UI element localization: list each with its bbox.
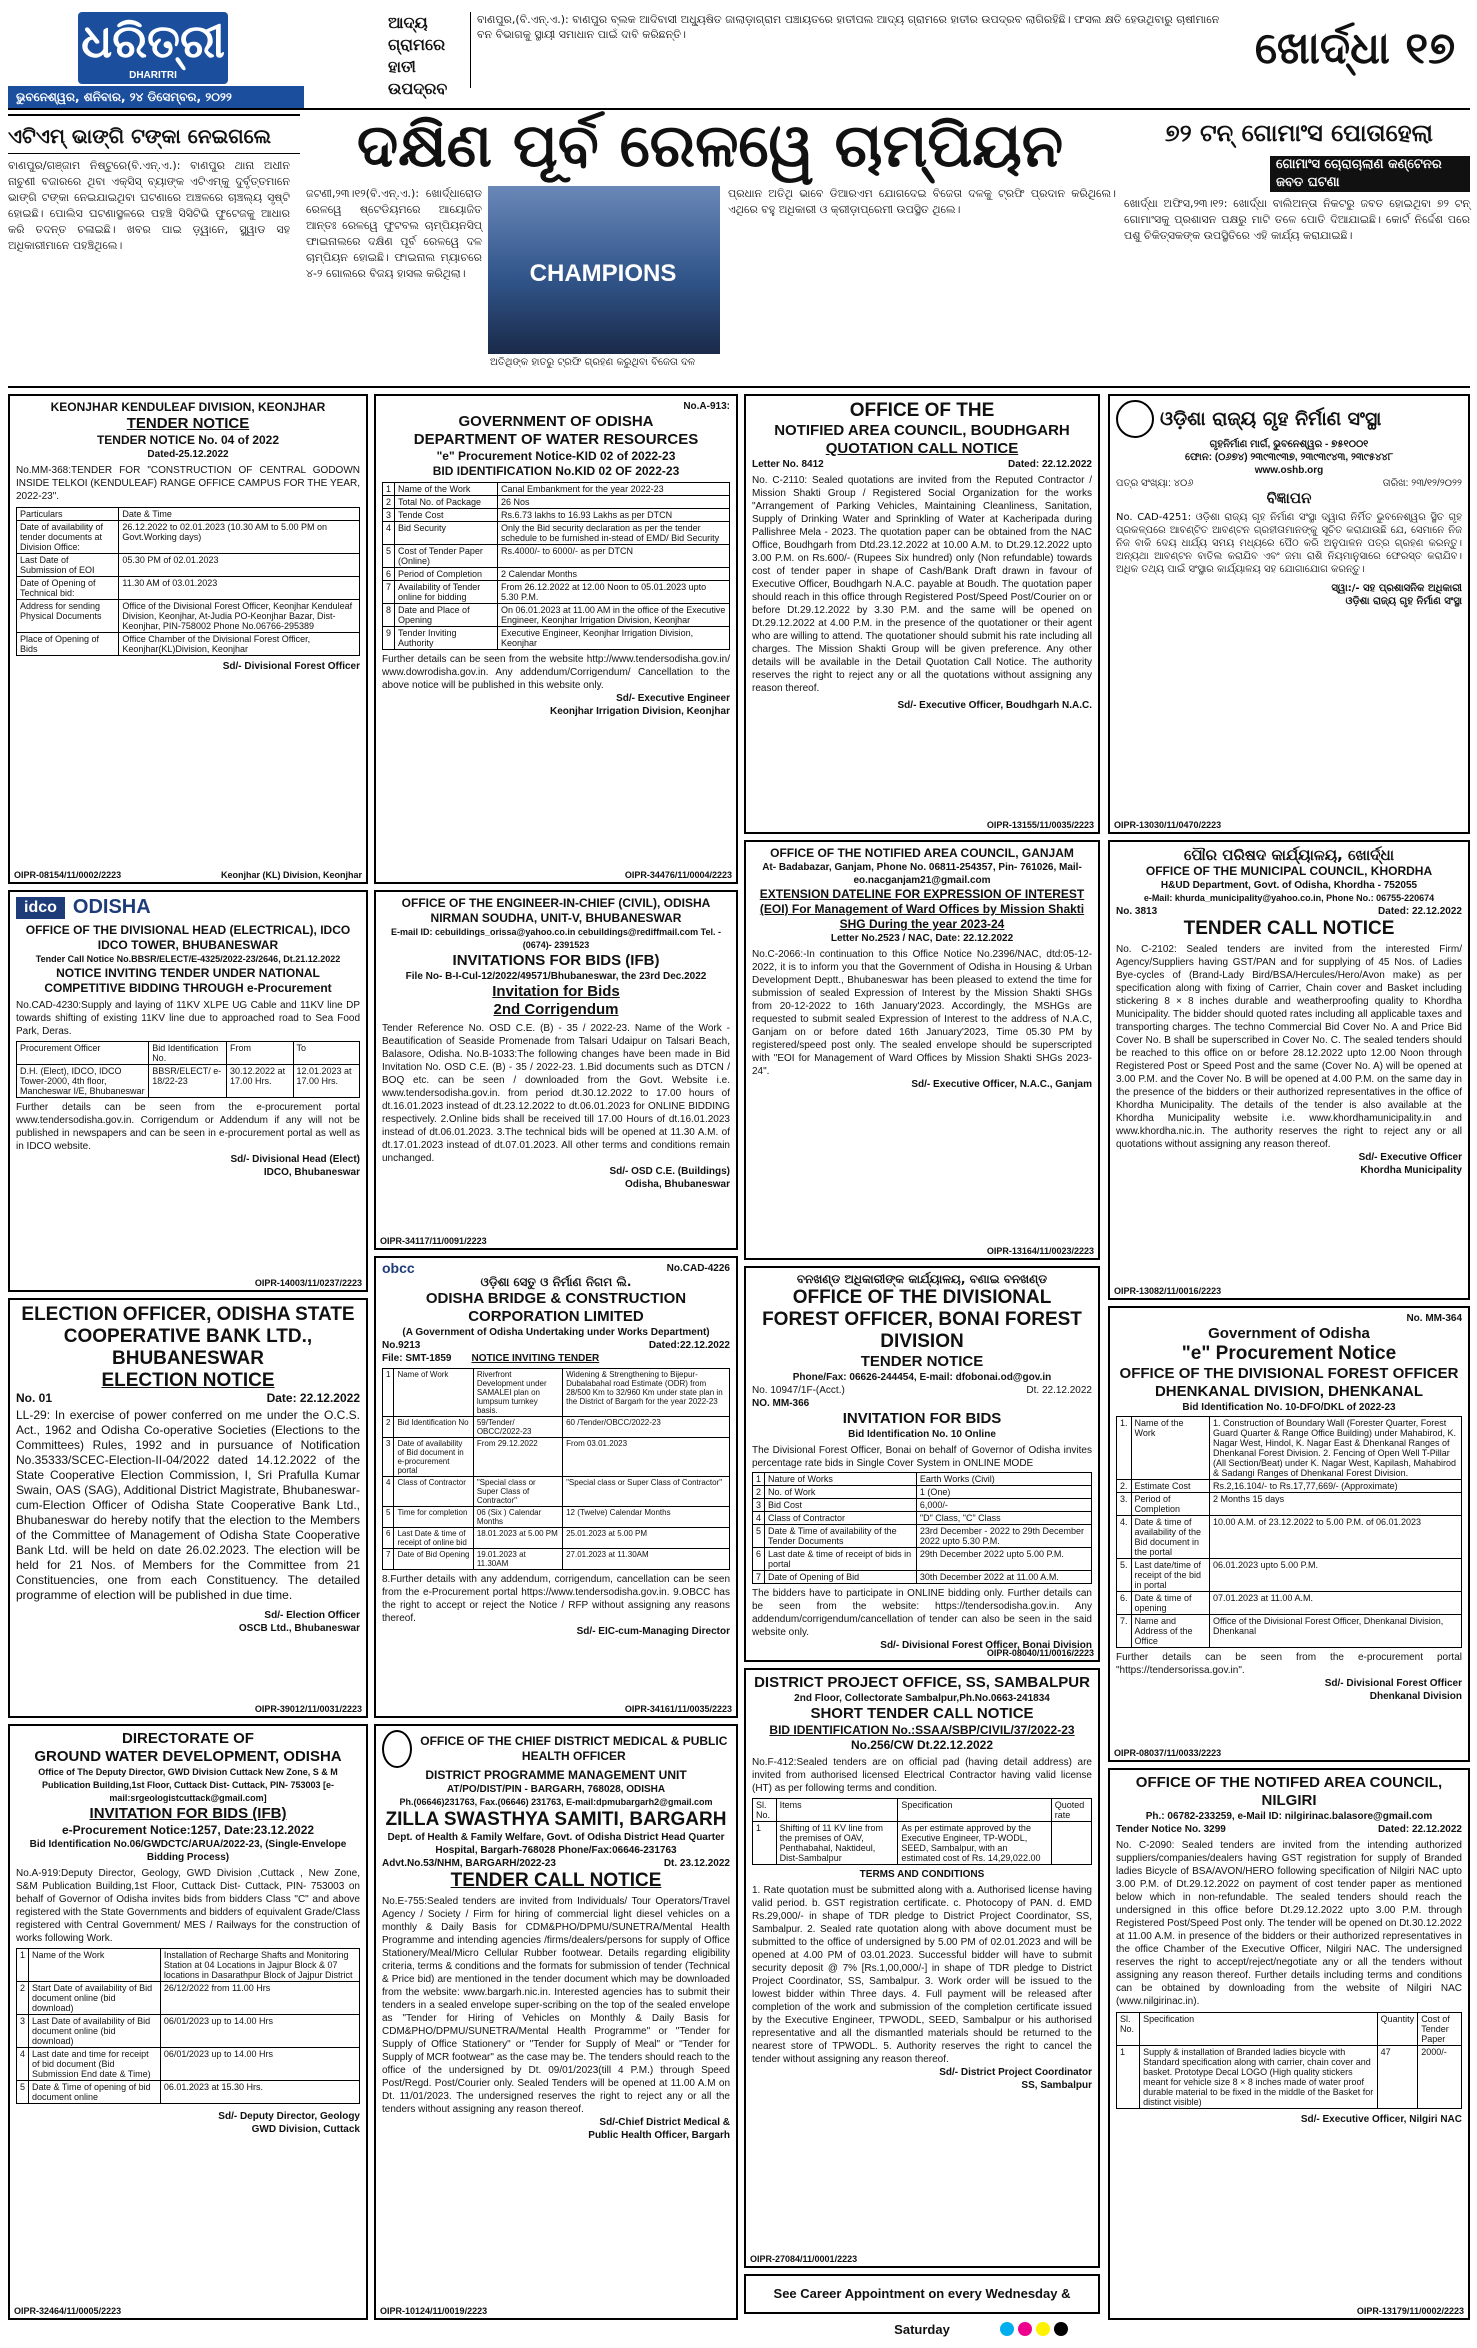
ad-eic-title1: OFFICE OF THE ENGINEER-IN-CHIEF (CIVIL), ODISHA — [401, 896, 711, 910]
ad-sambalpur-terms: 1. Rate quotation must be submitted along with a. Authorised license having valid period. b. GST registration certificate. c. Photocopy of PAN. d. EMD Rs.29,000/- in shape of TDR pledge to District Project Coordinator, SS, Sambalpur. 2. Sealed rate quotation along with above document must be submitted to the office of undersigned by 5.00 PM of 02.01.2023 and will be opened at 4.00 PM of 03.01.2023. Successful bidder will have to submit security deposit @ 7% [Rs.1,00,000/-] in shape of TDR pledge to District Project Coordinator, SS, Sambalpur. 3. Work order will be issued to the lowest bidder within Three days. 4. Full payment will be released after completion of the work and submission of the completion certificate issued by the Executive Engineer, TPWODL, SEED, Sambalpur or his authorised representative and all the dismantled materials should be returned to the nearest store of TPWODL. 5. Authority reserves the right to cancel the tender without assigning any reason thereof. — [752, 1885, 1092, 2065]
ad-keonjhar-notice: TENDER NOTICE — [126, 415, 250, 432]
ad-keonjhar-ref2: Keonjhar (KL) Division, Keonjhar — [220, 870, 362, 880]
ad-bonai-mm: NO. MM-366 — [752, 1398, 810, 1409]
main-story-col2: ପ୍ରଧାନ ଅତିଥି ଭାବେ ଡିଆରଏମ ଯୋଗଦେଇ ବିଜେତା ଦଳକୁ ଟ୍ରଫି ପ୍ରଦାନ କରିଥିଲେ। ଏଥିରେ ବହୁ ଅଧିକାରୀ ଓ କ୍ରୀଡ଼ାପ୍ରେମୀ ଉପସ୍ଥିତ ଥିଲେ। — [728, 187, 1116, 216]
ad-eic-title2: NIRMAN SOUDHA, UNIT-V, BHUBANESWAR — [430, 911, 682, 925]
ad-idco-title1: OFFICE OF THE DIVISIONAL HEAD (ELECTRICAL), IDCO — [25, 923, 351, 937]
ad-obcc-table: 1 Name of Work Riverfront Development under SAMALEI plan on lumpsum turnkey basis. Widening & Strengthening to Bijepur- Dubalabahal road Estimate (ODR) from 28/500 Km to 32/960 Km under state plan in the District of Bargarh for the year 2022-23 2 Bid Identification No 59/Tender/ OBCC/2022-23 60 /Tender/OBCC/2022-23 3 Date of availability of Bid document in e-procurement portal From 29.12.2022 From 03.01.2023 4 Class of Contractor "Special class or Super Class of Contractor" "Special class or Super Class of Contractor" 5 Time for completion 06 (Six ) Calendar Months 12 (Twelve) Calendar Months 6 Last Date & time of receipt of online bid 18.01.2023 at 5.00 PM 25.01.2023 at 5.00 PM 7 Date of Bid Opening 19.01.2023 at 11.30AM 27.01.2023 at 11.30AM — [382, 1368, 730, 1570]
ad-water-title3: "e" Procurement Notice-KID 02 of 2022-23 — [436, 449, 676, 463]
ad-obcc-sign: Sd/- EIC-cum-Managing Director — [576, 1626, 730, 1637]
main-story-col1: ଜଟଣୀ,୨୩।୧୨(ବି.ଏନ୍.ଏ.): ଖୋର୍ଦ୍ଧାରୋଡ ରେଳୱେ ଷ୍ଟେଡିୟମରେ ଆୟୋଜିତ ଆନ୍ତଃ ରେଳୱେ ଫୁଟବଲ ଚାମ୍ପିୟନସିପ୍ ଫାଇନାଲରେ ଦକ୍ଷିଣ ପୂର୍ବ ରେଳୱେ ଦଳ ଚାମ୍ପିୟନ ହୋଇଛି। ଫାଇନାଲ ମ୍ୟାଚରେ ୪-୨ ଗୋଲରେ ବିଜୟ ହାସଲ କରିଥିଲା। — [306, 187, 482, 280]
registration-mark-yellow — [1036, 2322, 1050, 2336]
ad-election-heading: ELECTION NOTICE — [101, 1370, 275, 1391]
ad-eic-sub2: 2nd Corrigendum — [493, 1001, 619, 1018]
ad-bonai-heading: TENDER NOTICE — [860, 1353, 984, 1370]
ad-dhenkanal-ref: OIPR-08037/11/0033/2223 — [1114, 1748, 1222, 1758]
registration-mark-black — [1054, 2322, 1068, 2336]
ad-sambalpur-heading: SHORT TENDER CALL NOTICE — [810, 1705, 1034, 1722]
ad-election-date: Date: 22.12.2022 — [266, 1391, 360, 1405]
ad-nilgiri-table: Sl. No. Specification Quantity Cost of Tender Paper 1 Supply & installation of Branded ladies bicycle with Standard specification along with carrier, chain cover and basket. Prototype Decal LOGO (High quality stickers meant for vehicle size 8 × 8 inches made of water proof durable material to be fixed in the middle of the Basket for distinct visible) 47 2000/- — [1116, 2012, 1462, 2109]
ad-housing-notice: ବିଜ୍ଞାପନ — [1266, 490, 1312, 507]
ad-idco-ref: OIPR-14003/11/0237/2223 — [254, 1278, 362, 1288]
ad-gwd-proc: e-Procurement Notice:1257, Date:23.12.2022 — [61, 1823, 315, 1837]
photo-banner-text: CHAMPIONS — [529, 260, 677, 287]
idco-logo: idco — [16, 897, 65, 919]
ad-bargarh-dt: Dt. 23.12.2022 — [663, 1858, 730, 1869]
ad-bonai-forest — [744, 1266, 1100, 1662]
ad-ganjam — [744, 840, 1100, 1260]
ad-housing-sign2: ଓଡ଼ିଶା ରାଜ୍ୟ ଗୃହ ନିର୍ମାଣ ସଂସ୍ଥା — [1345, 596, 1462, 607]
ad-ganjam-sign: Sd/- Executive Officer, N.A.C., Ganjam — [911, 1079, 1092, 1090]
ad-bonai-sub: INVITATION FOR BIDS — [842, 1410, 1002, 1427]
ad-boudhgarh-body: No. C-2110: Sealed quotations are invited from the Reputed Contractor / Mission Shakti Group / Registered Social Organization for the works "Arrangement of Parking Vehicles, Maintaining Cleanliness, Sanitation, Supply of Drinking Water and Sprinkling of Water at Kacheripada during Pallishree Mela - 2023. The quotation paper can be obtained from the NAC Office, Boudhgarh from Dtd.23.12.2022 at 10.00 A.M. to Dt.29.12.2022 upto 3.00 P.M. on Rs.600/- (Rupees Six hundred) only (Non refundable) towards cost of tender paper in shape of Cash/Bank Draft drawn in favour of Executive Officer, Boudhgarh N.A.C. payable at Boudh. The quotation paper should reach in this office through Registered Post/Speed Post/Courier on or before Dt.29.12.2022 by 3.30 P.M. and the same will be opened on Dt.29.12.2022 at 4.00 P.M. in the presence of the quotationer or their agent who are willing to attend. The quotationer should submit his rate including all charges. The Mission Shakti Group will be given preference. Any other details will be available in the Detail Quotation Call Notice. The authority reserves the right to reject any or all the quotations without assigning any reason thereof. — [752, 475, 1092, 694]
ad-sambalpur-title1: DISTRICT PROJECT OFFICE, SS, SAMBALPUR — [754, 1674, 1090, 1691]
ad-khordha-title-odia: ପୌର ପରିଷଦ କାର୍ଯ୍ୟାଳୟ, ଖୋର୍ଦ୍ଧା — [1183, 846, 1395, 864]
ad-election-sign: Sd/- Election Officer — [264, 1610, 360, 1621]
ad-ganjam-heading: EXTENSION DATELINE FOR EXPRESSION OF INTEREST (EOI) For Management of Ward Offices by Mission Shakti SHG During the year 2023-24 — [759, 887, 1085, 931]
ad-boudhgarh-sign: Sd/- Executive Officer, Boudhgarh N.A.C. — [897, 700, 1092, 711]
ad-water-title2: DEPARTMENT OF WATER RESOURCES — [413, 431, 699, 448]
banner-text: ବାଣପୁର,(ବି.ଏନ୍.ଏ.): ବାଣପୁର ବ୍ଲକ ଆଦିବାସୀ ଅଧ୍ୟୁଷିତ ଜାଲାଡ଼ାଗ୍ରାମ ପଞ୍ଚାୟତରେ ହାତୀପଲ ଆଦ୍ୟ ଗ୍ରାମରେ ହାତୀର ଉପଦ୍ରବ ଲାଗିରହିଛି। ଫସଲ କ୍ଷତି ହେଉଥିବାରୁ ଚାଷୀମାନେ ବନ ବିଭାଗକୁ ସ୍ଥାୟୀ ସମାଧାନ ପାଇଁ ଦାବି କରିଛନ୍ତି। — [470, 12, 1230, 88]
ad-eic-email: E-mail ID: cebuildings_orissa@yahoo.co.in cebuildings@rediffmail.com Tel. -(0674)- 2391523 — [391, 927, 721, 950]
ad-dhenkanal-body: Further details can be seen from the e-procurement portal "https://tendersorissa.gov.in". — [1116, 1652, 1462, 1676]
ad-ganjam-title1: OFFICE OF THE NOTIFIED AREA COUNCIL, GANJAM — [770, 846, 1074, 860]
ad-obcc-title2: (A Government of Odisha Undertaking under Works Department) — [402, 1327, 710, 1338]
main-headline: ଦକ୍ଷିଣ ପୂର୍ବ ରେଳୱେ ଚାମ୍ପିୟନ — [356, 111, 1064, 181]
ad-bargarh-address: AT/PO/DIST/PIN - BARGARH, 768028, ODISHA — [446, 1784, 666, 1795]
dateline: ଭୁବନେଶ୍ୱର, ଶନିବାର, ୨୪ ଡିସେମ୍ବର, ୨୦୨୨ — [8, 86, 304, 108]
ad-khordha-heading: TENDER CALL NOTICE — [1183, 918, 1395, 939]
ad-housing-address: ଗୃହନିର୍ମାଣ ମାର୍ଗ, ଭୁବନେଶ୍ୱର - ୭୫୧୦୦୧ — [1209, 439, 1369, 450]
ad-idco — [8, 890, 368, 1292]
ad-dhenkanal-title2: "e" Procurement Notice — [1181, 1343, 1397, 1364]
ad-boudhgarh-letter: Letter No. 8412 — [752, 459, 824, 470]
ad-nilgiri — [1108, 1768, 1470, 2320]
ad-obcc-title-odia: ଓଡ଼ିଶା ସେତୁ ଓ ନିର୍ମାଣ ନିଗମ ଲି. — [480, 1275, 632, 1289]
ad-bargarh-adv: Advt.No.53/NHM, BARGARH/2022-23 — [382, 1858, 556, 1869]
ad-sambalpur-sign2: SS, Sambalpur — [1021, 2080, 1092, 2091]
ad-dhenkanal-forest — [1108, 1306, 1470, 1762]
ad-dhenkanal-title3: OFFICE OF THE DIVISIONAL FOREST OFFICER DHENKANAL DIVISION, DHENKANAL — [1119, 1365, 1459, 1400]
ad-nilgiri-no: Tender Notice No. 3299 — [1116, 1824, 1226, 1835]
left-story: ବାଣପୁର/ଗଞ୍ଜାମ ନିଷ୍ଟୁରେ(ବି.ଏନ୍.ଏ.): ବାଣପୁର ଥାନା ଅଧୀନ ନାଚୁଣୀ ବଜାରରେ ଥିବା ଏକ୍ସିସ୍ ବ୍ୟାଙ୍କ ଏଟିଏମ୍‌କୁ ଦୁର୍ବୃତ୍ତମାନେ ଭାଙ୍ଗି ଟଙ୍କା ନେଇଯାଇଥିବା ଘଟଣାରେ ଅଞ୍ଚଳରେ ଚାଞ୍ଚଲ୍ୟ ସୃଷ୍ଟି ହୋଇଛି। ପୋଲିସ ଘଟଣାସ୍ଥଳରେ ପହଞ୍ଚି ସିସିଟିଭି ଫୁଟେଜକୁ ଆଧାର କରି ତଦନ୍ତ ଚଳାଇଛି। ଖବର ପାଇ ଡ଼୍ୱାନେ, ସ୍କ୍ୱାଡ ସହ ଅଧିକାରୀମାନେ ପହଞ୍ଚିଥିଲେ। — [8, 159, 290, 252]
ad-khordha-ref: OIPR-13082/11/0016/2223 — [1114, 1286, 1222, 1296]
ad-obcc — [374, 1256, 738, 1718]
ad-water-resources — [374, 394, 738, 884]
ad-boudhgarh-title2: NOTIFIED AREA COUNCIL, BOUDHGARH — [774, 422, 1070, 439]
registration-mark-magenta — [1018, 2322, 1032, 2336]
ad-nilgiri-sign: Sd/- Executive Officer, Nilgiri NAC — [1300, 2114, 1462, 2125]
ad-dhenkanal-sign: Sd/- Divisional Forest Officer — [1324, 1678, 1462, 1689]
ad-bonai-title: OFFICE OF THE DIVISIONAL FOREST OFFICER, BONAI FOREST DIVISION — [762, 1287, 1082, 1352]
ad-nilgiri-phone: Ph.: 06782-233259, e-Mail ID: nilgirinac.balasore@gmail.com — [1145, 1811, 1433, 1822]
ad-housing-sign: ସ୍ୱା:/- ସହ ପ୍ରଶାସନିକ ଅଧିକାରୀ — [1331, 583, 1462, 594]
ad-bargarh-title2: DISTRICT PROGRAMME MANAGEMENT UNIT — [425, 1768, 687, 1782]
ad-election-ref: OIPR-39012/11/0031/2223 — [254, 1704, 362, 1714]
ad-keonjhar-sign: Sd/- Divisional Forest Officer — [222, 661, 360, 672]
ad-housing-title: ଓଡ଼ିଶା ରାଜ୍ୟ ଗୃହ ନିର୍ମାଣ ସଂସ୍ଥା — [1160, 408, 1382, 430]
ad-housing-body: No. CAD-4251: ଓଡ଼ିଶା ରାଜ୍ୟ ଗୃହ ନିର୍ମାଣ ସଂସ୍ଥା ଦ୍ୱାରା ନିର୍ମିତ ଭୁବନେଶ୍ୱର ସ୍ଥିତ ଗୃହ ପ୍ରକଳ୍ପରେ ଆବଣ୍ଟିତ ଆବଣ୍ଟନ ଗ୍ରହୀତାମାନଙ୍କୁ ସୂଚିତ କରାଯାଉଛି ଯେ, ସେମାନେ ନିଜ ନିଜ ବାକି ଦେୟ ଧାର୍ଯ୍ୟ ସମୟ ମଧ୍ୟରେ ପୈଠ କରି ଅନୁପାଳନ ପତ୍ର ଗ୍ରହଣ କରନ୍ତୁ। ଅନ୍ୟଥା ଆବଣ୍ଟନ ବାତିଲ କରାଯିବ ଏବଂ ଜମା ରାଶି ନିୟମାନୁସାରେ ଫେରସ୍ତ କରାଯିବ। ଅଧିକ ତଥ୍ୟ ପାଇଁ ସଂସ୍ଥାର କାର୍ଯ୍ୟାଳୟ ସହ ଯୋଗାଯୋଗ କରନ୍ତୁ। — [1116, 512, 1462, 575]
ad-khordha-email: e-Mail: khurda_municipality@yahoo.co.in, Phone No.: 06755-220674 — [1143, 893, 1435, 903]
ad-idco-body: No.CAD-4230:Supply and laying of 11KV XLPE UG Cable and 11KV line DP towards shifting of existing 11KV line due to approached road to Sea Food Park, Deras. — [16, 1000, 360, 1037]
ad-gwd-ref: OIPR-32464/11/0005/2223 — [14, 2306, 122, 2316]
ad-idco-body2: Further details can be seen from the e-procurement portal www.tendersodisha.gov.in. Corrigendum or Addendum if any will not be published in newspapers and can be seen in e-procurement portal as well as in IDCO website. — [16, 1102, 360, 1152]
ad-water-sign2: Keonjhar Irrigation Division, Keonjhar — [549, 706, 730, 717]
ad-keonjhar-no: TENDER NOTICE No. 04 of 2022 — [96, 433, 280, 447]
ad-idco-title2: IDCO TOWER, BHUBANESWAR — [97, 938, 279, 952]
ad-idco-sign: Sd/- Divisional Head (Elect) — [230, 1154, 360, 1165]
ad-eic-civil — [374, 890, 738, 1250]
ad-boudhgarh-title1: OFFICE OF THE — [849, 400, 995, 421]
ad-gwd-sign: Sd/- Deputy Director, Geology — [218, 2111, 360, 2122]
ad-gwd-address: Office of The Deputy Director, GWD Division Cuttack New Zone, S & M Publication Building,1st Floor, Cuttack Dist- Cuttack, PIN- 753003 [e-mail:srgeologistcuttack@gmail.com] — [38, 1767, 338, 1803]
ad-idco-callno: Tender Call Notice No.BBSR/ELECT/E-4325/2022-23/2646, Dt.21.12.2022 — [35, 954, 341, 964]
ad-water-no: No.A-913: — [683, 401, 730, 412]
ad-keonjhar-ref: OIPR-08154/11/0002/2223 — [14, 870, 122, 880]
ad-khordha-sign: Sd/- Executive Officer — [1358, 1152, 1462, 1163]
ad-water-title1: GOVERNMENT OF ODISHA — [458, 413, 654, 430]
ad-sambalpur-title2: 2nd Floor, Collectorate Sambalpur,Ph.No.0663-241834 — [794, 1693, 1050, 1704]
registration-mark-cyan — [1000, 2322, 1014, 2336]
ad-idco-sign2: IDCO, Bhubaneswar — [263, 1167, 360, 1178]
ad-housing-board — [1108, 394, 1470, 834]
ad-gwd-table: 1 Name of the Work Installation of Recharge Shafts and Monitoring Station at 04 Locations in Jajpur Block & 07 locations in Dasarathpur Block of Jajpur District 2 Start Date of availability of Bid document online (bid download) 26/12/2022 from 11.00 Hrs 3 Last Date of availability of Bid document online (bid download) 06/01/2023 up to 14.00 Hrs 4 Last date and time for receipt of bid document (Bid Submission End date & Time) 06/01/2023 up to 14.00 Hrs 5 Date & Time of opening of bid document online 06.01.2023 at 15.30 Hrs. — [16, 1948, 360, 2104]
ad-bargarh-body: No.E-755:Sealed tenders are invited from Individuals/ Tour Operators/Travel Agency / Society / Firm for hiring of commercial light diesel vehicles on a monthly & Daily Basis for CDM&PHO/DPMU/SUNETRA/Mental Health Programme and intending agencies /firms/dealers/persons for supply of Office Stationery/Meal/Micro Cellular Rubber footwear. Details regarding eligibility criteria, terms & conditions and the formats for submission of tender (Technical & Price bid) are mentioned in the tender document which may be downloaded from the website: www.bargarh.nic.in. Interested agencies has to submit their tenders in a sealed envelope super-scribing on the top of the sealed envelope as "Tender for Hiring of Vehicles on Monthly & Daily Basis for CDM&PHO/DPMU/SUNETRA/Mental Health Programme" or "Tender for Supply of Office Stationery" or "Tender for Supply of Meal" or "Tender for Supply of MCR footwear" as the case may be. The tenders should reach to the office of the undersigned by Dt. 09/01/2023(till 4 P.M.) through Speed Post/Regd. Post/Courier only. Sealed Tenders will be opened at 11.00 A.M on Dt. 11/01/2023. The undersigned reserves the right to reject any or all the tenders without assigning any reason thereof. — [382, 1896, 730, 2115]
ad-khordha-body: No. C-2102: Sealed tenders are invited from the interested Firm/ Agency/Suppliers having GST/PAN and for supplying of 45 Nos. of Ladies Bye-cycles of (Brand-Lady Bird/BSA/Hercules/Hero/Avon make) as per specification along with fixing of Carrier, Chain cover and Basket including stickering 8 × 8 inches durable and weatherproofing quality to Khordha Municipality. The bidder should quoted rates including all applicable taxes and transporting charges. The techno Commercial Bid Cover No. A and Price Bid Cover No. B shall be superscribed in Cover No. C. The sealed tenders should be reached to this office on or before 28.12.2022 upto 12.00 Noon through Registered Post or Speed Post and the same (Cover No. A) will be opened at 3.00 P.M. and the Cover No. B will be opened at 4.00 P.M. on the same day in the presence of the bidders or their authorized representatives in the office of Khordha Municipality. The details of the tender is also available at the Khordha Municipality website i.e. www.khordhamunicipality.in and www.khordha.nic.in. The authority reserves the right to reject any or all quotations without assigning any reason thereof. — [1116, 944, 1462, 1150]
ad-sambalpur-terms-head: TERMS AND CONDITIONS — [859, 1869, 985, 1880]
ad-gwd-bid: Bid Identification No.06/GWDCTC/ARUA/2022-23, (Single-Envelope Bidding Process) — [29, 1839, 347, 1863]
ad-election — [8, 1298, 368, 1718]
ad-bonai-sign: Sd/- Divisional Forest Officer, Bonai Division — [880, 1640, 1092, 1651]
right-subhead: ଗୋମାଂସ ଚୋରାଚାଲାଣ କଣ୍ଟେନର ଜବତ ଘଟଣା — [1270, 156, 1470, 192]
ad-ganjam-title2: At- Badabazar, Ganjam, Phone No. 06811-254357, Pin- 761026, Mail-eo.nacganjam21@gmail.com — [762, 862, 1082, 886]
ad-obcc-no: No.CAD-4226 — [666, 1263, 730, 1274]
ad-khordha-municipality — [1108, 840, 1470, 1300]
odisha-emblem-icon — [382, 1730, 412, 1768]
ad-water-ref: OIPR-34476/11/0004/2223 — [624, 870, 732, 880]
ad-dhenkanal-title1: Government of Odisha — [1208, 1325, 1370, 1342]
ad-housing-web: www.oshb.org — [1254, 465, 1324, 476]
obcc-logo: obcc — [382, 1260, 415, 1276]
ad-bargarh-sign2: Public Health Officer, Bargarh — [588, 2130, 730, 2141]
ad-housing-refno: ପତ୍ର ସଂଖ୍ୟା: ୪୦୬ — [1116, 478, 1194, 489]
ad-housing-ref: OIPR-13030/11/0470/2223 — [1114, 820, 1222, 830]
ad-bargarh-contact: Ph.(06646)231763, Fax.(06646) 231763, E-mail:dpmubargarh2@gmail.com — [399, 1797, 713, 1807]
ad-khordha-title2: H&UD Department, Govt. of Odisha, Khordha - 752055 — [1160, 880, 1418, 891]
ad-boudhgarh-title3: QUOTATION CALL NOTICE — [825, 440, 1019, 457]
ad-idco-table: Procurement Officer Bid Identification No. From To D.H. (Elect), IDCO, IDCO Tower-2000, 4th floor, Mancheswar I/E, Bhubaneswar BBSR/ELECT/ e-18/22-23 30.12.2022 at 17.00 Hrs. 12.01.2023 at 17.00 Hrs. — [16, 1041, 360, 1098]
ad-nilgiri-ref: OIPR-13179/11/0002/2223 — [1356, 2306, 1464, 2316]
ad-bonai-ref: OIPR-08040/11/0016/2223 — [986, 1648, 1094, 1658]
ad-obcc-dated: Dated:22.12.2022 — [648, 1340, 730, 1351]
news-ads-rule — [8, 386, 1470, 388]
ad-eic-sign2: Odisha, Bhubaneswar — [624, 1179, 730, 1190]
right-story: ଖୋର୍ଦ୍ଧା ଅଫିସ,୨୩।୧୨: ଖୋର୍ଦ୍ଧା ବାଲିଅନ୍ତା ନିକଟରୁ ଜବତ ହୋଇଥିବା ୭୨ ଟନ୍ ଗୋମାଂସକୁ ପ୍ରଶାସନ ପକ୍ଷରୁ ମାଟି ତଳେ ପୋତି ଦିଆଯାଇଛି। କୋର୍ଟ ନିର୍ଦ୍ଦେଶ ପରେ ପଶୁ ଚିକିତ୍ସକଙ୍କ ଉପସ୍ଥିତିରେ ଏହି କାର୍ଯ୍ୟ କରାଯାଇଛି। — [1124, 197, 1470, 242]
ad-obcc-title1: ODISHA BRIDGE & CONSTRUCTION CORPORATION LIMITED — [425, 1290, 687, 1325]
ad-bargarh-health — [374, 1724, 738, 2320]
ad-eic-ref: OIPR-34117/11/0091/2223 — [380, 1236, 487, 1246]
ad-keonjhar-dated: Dated-25.12.2022 — [147, 449, 229, 460]
ad-keonjhar — [8, 394, 368, 884]
ad-sambalpur-no: No.256/CW Dt.22.12.2022 — [850, 1738, 994, 1752]
ad-nilgiri-body: No. C-2090: Sealed tenders are invited from the intending authorized suppliers/companies/dealers having GST registration for supply of Branded ladies Bicycle of BSA/AVON/HERO following specification of Nilgiri NAC upto 3.00 P.M. of Dt.29.12.2022 on payment of cost tender paper as mentioned below which in non-refundable. The sealed tenders should reach the undersigned in this office before Dt.29.12.2022 upto 3.00 P.M. through Registered Post/Speed Post only. The tender will be opened on Dt.30.12.2022 at 11.00 A.M. in presence of the bidders or their authorized representatives in the office Chamber of the Executive Officer, Nilgiri NAC. The undersigned reserves the right to accept/reject/negotiate any or all the tenders without assigning any reason thereof. Further details including terms and conditions can be obtained by downloading from the website of Nilgiri NAC (www.nilgirinac.in). — [1116, 1840, 1462, 2007]
ad-housing-date: ତାରିଖ: ୨୩/୧୨/୨୦୨୨ — [1382, 478, 1462, 489]
ad-obcc-ref: OIPR-34161/11/0035/2223 — [624, 1704, 732, 1714]
ad-bonai-no: No. 10947/1F-(Acct.) — [752, 1385, 845, 1396]
ad-dhenkanal-bid: Bid Identification No. 10-DFO/DKL of 2022-23 — [1182, 1402, 1396, 1413]
ad-boudhgarh-ref: OIPR-13155/11/0035/2223 — [986, 820, 1094, 830]
ad-gwd-heading: INVITATION FOR BIDS (IFB) — [89, 1805, 287, 1822]
ad-bargarh-title3: ZILLA SWASTHYA SAMITI, BARGARH — [385, 1809, 727, 1830]
ad-eic-file: File No- B-I-Cul-12/2022/49571/Bhubaneswar, the 23rd Dec.2022 — [405, 971, 707, 982]
ad-election-title: ELECTION OFFICER, ODISHA STATE COOPERATIVE BANK LTD., BHUBANESWAR — [21, 1304, 355, 1369]
section-name: ଖୋର୍ଦ୍ଧା ୧୭ — [1254, 23, 1456, 74]
ad-bonai-table: 1 Nature of Works Earth Works (Civil) 2 No. of Work 1 (One) 3 Bid Cost 6,000/- 4 Class of Contractor "D" Class, "C" Class 5 Date & Time of availability of the Tender Documents 23rd December - 2022 to 29th December 2022 upto 5.30 P.M. 6 Last date & time of receipt of bids in portal 29th December 2022 upto 5.00 P.M. 7 Date of Opening of Bid 30th December 2022 at 11.00 A.M. — [752, 1472, 1092, 1584]
ad-khordha-sign2: Khordha Municipality — [1360, 1165, 1462, 1176]
ad-election-sign2: OSCB Ltd., Bhubaneswar — [238, 1623, 360, 1634]
ad-idco-heading: NOTICE INVITING TENDER UNDER NATIONAL COMPETITIVE BIDDING THROUGH e-Procurement — [44, 966, 332, 995]
ad-gwd-body: No.A-919:Deputy Director, Geology, GWD Division ,Cuttack , New Zone, S&M Publication Building,1st Floor, Cuttack Dist- Cuttack, PIN- 753003 on behalf of Governor of Odisha invites bids from bidders Class "C" and above registered with the State Governments and bidders of equivalent Grade/Class registered with Central Government/ MES / Railways for the construction of works following Work. — [16, 1868, 360, 1944]
ad-eic-sign: Sd/- OSD C.E. (Buildings) — [609, 1166, 730, 1177]
ad-eic-body: Tender Reference No. OSD C.E. (B) - 35 / 2022-23. Name of the Work - Beautification of Seaside Promenade from Talsari Udaipur on Talsari Beach, Balasore, Odisha. No.B-1033:The following changes have been made in Bid Invitation No. OSD C.E. (B) - 35 / 2022-23. 1.Bid documents such as DTCN / BOQ etc. can be seen / downloaded from the Govt. Website i.e. www.tendersodisha.gov.in. from period dt.30.12.2022 to 17.00 hours of dt.16.01.2023 instead of dt.23.12.2022 to dt.06.01.2023 for ONLINE BIDDING respectively. 2.Online bids shall be received till 17.00 Hours of dt.16.01.2023 instead of dt.06.01.2023. 3.The technical bids will be opened at 11.30 A.M. of dt.17.01.2023 instead of dt.07.01.2023. All other terms and conditions remain unchanged. — [382, 1023, 730, 1164]
ad-eic-sub1: Invitation for Bids — [492, 983, 620, 1000]
career-appointment-banner: See Career Appointment on every Wednesday & Saturday — [744, 2274, 1100, 2314]
ad-election-body: LL-29: In exercise of power conferred on me under the O.C.S. Act., 1962 and Odisha Co-operative Societies (Elections to the Committees) Rules, 1992 and in pursuance of Notification No.35333/SCEC-Election-II-04/2022 dated 14.12.2022 of the State Cooperative Election Commission, I, Sri Prafulla Kumar Swain, OAS (SAG), Additional District Magistrate, Bhubaneswar-cum-Election Officer of Odisha State Cooperative Bank Ltd., Bhubaneswar do hereby notify that the election to the Members of the Committee of Management of Odisha State Cooperative Bank Ltd. will be held on date 26.02.2023. The election will be held for 21 Nos. of Members for the Committee from 21 Constituencies, one from each Constituency. The detailed programme of election will be published in due time. — [16, 1408, 360, 1602]
ad-keonjhar-body: No.MM-368:TENDER FOR "CONSTRUCTION OF CENTRAL GODOWN INSIDE TELKOI (KENDULEAF) RANGE OFFICE CAMPUS FOR THE YEAR, 2022-23". — [16, 465, 360, 502]
ad-sambalpur — [744, 1668, 1100, 2268]
ad-gwd-title2: GROUND WATER DEVELOPMENT, ODISHA — [34, 1748, 342, 1765]
ad-gwd-title1: DIRECTORATE OF — [122, 1730, 254, 1747]
ad-bonai-phone: Phone/Fax: 06626-244454, E-mail: dfobonai.od@gov.in — [792, 1372, 1052, 1383]
ad-bonai-title-odia: ବନଖଣ୍ଡ ଅଧିକାରୀଙ୍କ କାର୍ଯ୍ୟାଳୟ, ବଣାଇ ବନଖଣ୍ଡ — [796, 1272, 1048, 1286]
housing-emblem-icon — [1116, 400, 1154, 438]
ad-water-body: Further details can be seen from the website http://www.tendersodisha.gov.in/ www.dowrodisha.gov.in. Any addendum/Corrigendum/ Cancellation to the above notice will be published in this website only. — [382, 654, 730, 691]
ad-water-sign: Sd/- Executive Engineer — [616, 693, 730, 704]
newspaper-logo-sub: DHARITRI — [129, 70, 177, 81]
ad-obcc-body: 8.Further details with any addendum, corrigendum, cancellation can be seen from the e-Procurement portal https://www.tendersodisha.gov.in. 9.OBCC has the right to accept or reject the Notice / RFP without assigning any reasons thereof. — [382, 1574, 730, 1624]
ad-election-no: No. 01 — [16, 1391, 53, 1405]
ad-eic-heading: INVITATIONS FOR BIDS (IFB) — [452, 952, 660, 969]
ad-bargarh-ref: OIPR-10124/11/0019/2223 — [380, 2306, 488, 2316]
ad-boudhgarh-dated: Dated: 22.12.2022 — [1008, 459, 1092, 470]
ad-khordha-title1: OFFICE OF THE MUNICIPAL COUNCIL, KHORDHA — [1145, 864, 1433, 878]
ad-khordha-no: No. 3813 — [1116, 906, 1158, 917]
ad-bargarh-heading: TENDER CALL NOTICE — [450, 1870, 662, 1891]
ad-sambalpur-body: No.F-412:Sealed tenders are on official pad (having detail address) are invited from authorised licensed Electrical Contractor having valid license (HT) as per following terms and condition. — [752, 1757, 1092, 1794]
ad-bargarh-dept: Dept. of Health & Family Welfare, Govt. of Odisha District Head Quarter Hospital, Bargarh-768028 Phone/Fax:06646-231763 — [387, 1832, 725, 1856]
ad-bargarh-title1: OFFICE OF THE CHIEF DISTRICT MEDICAL & PUBLIC HEALTH OFFICER — [420, 1734, 728, 1763]
ad-ground-water — [8, 1724, 368, 2320]
ad-keonjhar-title: KEONJHAR KENDULEAF DIVISION, KEONJHAR — [50, 400, 326, 414]
ad-ganjam-body: No.C-2066:-In continuation to this Office Notice No.2396/NAC, dtd:05-12-2022, it is to inform you that the Government of Odisha in Housing & Urban Development Deptt., Bhubaneswar has been pleased to extend the time for submission of sealed Expression of Interest by the Mission Shakti SHGs from 20-12-2022 to 16th January'2023. Accordingly, the MSHGs are requested to submit sealed Expression of Interest to the address of N.A.C, Ganjam on or before dated 16th January'2023, Time 05.30 PM by registered/speed post only. The sealed envelope should be superscripted with "EOI for Management of Ward Offices by Mission Shakti SHGs 2023-24". — [752, 949, 1092, 1077]
ad-ganjam-ref: OIPR-13164/11/0023/2223 — [986, 1246, 1094, 1256]
ad-khordha-dated: Dated: 22.12.2022 — [1378, 906, 1462, 917]
ad-boudhgarh — [744, 394, 1100, 834]
ad-sambalpur-bid: BID IDENTIFICATION No.:SSAA/SBP/CIVIL/37/2022-23 — [769, 1723, 1075, 1737]
ad-nilgiri-title: OFFICE OF THE NOTIFED AREA COUNCIL, NILGIRI — [1135, 1774, 1443, 1809]
ad-bonai-body: The Divisional Forest Officer, Bonai on behalf of Governor of Odisha invites percentage rate bids in Single Cover System in ONLINE MODE — [752, 1445, 1092, 1469]
ad-dhenkanal-mm: No. MM-364 — [1406, 1313, 1462, 1324]
banner-title: ଆଦ୍ୟ ଗ୍ରାମରେ ହାତୀ ଉପଦ୍ରବ — [388, 13, 448, 98]
ad-bonai-body2: The bidders have to participate in ONLINE bidding only. Further details can be seen from the website: https://tendersodisha.gov.in. Any addendum/corrigendum/cancellation of tender can also be seen in the said website only. — [752, 1588, 1092, 1638]
ad-sambalpur-ref: OIPR-27084/11/0001/2223 — [750, 2254, 858, 2264]
ad-obcc-file: File: SMT-1859 — [382, 1353, 452, 1364]
ad-housing-phone: ଫୋନ: (୦୬୭୪) ୨୩୯୩୯୩୭, ୨୩୯୩୯୪୩, ୨୩୯୫୪୪୮ — [1184, 452, 1394, 463]
ad-keonjhar-table: Particulars Date & Time Date of availability of tender documents at Division Office: 26.12.2022 to 02.01.2023 (10.30 AM to 5.00 PM on Govt.Working days) Last Date of Submission of EOI 05.30 PM of 02.01.2023 Date of Opening of Technical bid: 11.30 AM of 03.01.2023 Address for sending Physical Documents Office of the Divisional Forest Officer, Keonjhar Kenduleaf Division, Keonjhar, At-Judia PO-Keonjhar Bazar, Dist-Keonjhar, PIN-758002 Phone No.06766-295389 Place of Opening of Bids Office Chamber of the Divisional Forest Officer, Keonjhar(KL)Division, Keonjhar — [16, 507, 360, 656]
ad-sambalpur-table: Sl. No. Items Specification Quoted rate 1 Shifting of 11 KV line from the premises of OAV, Penthabahal, Naktideul, Dist-Sambalpur As per estimate approved by the Executive Engineer, TP-WODL, SEED, Sambalpur, with an estimated cost of Rs. 14,29,022.00 — [752, 1798, 1092, 1865]
newspaper-logo: ଧରିତ୍ରୀ — [78, 12, 228, 84]
right-headline: ୭୨ ଟନ୍ ଗୋମାଂସ ପୋତାହେଲା — [1165, 119, 1433, 147]
photo-caption: ଅତିଥିଙ୍କ ହାତରୁ ଟ୍ରଫି ଗ୍ରହଣ କରୁଥିବା ବିଜେତା ଦଳ — [490, 357, 696, 368]
ad-bonai-sub2: Bid Identification No. 10 Online — [848, 1429, 996, 1440]
odisha-logo: ODISHA — [72, 896, 151, 918]
ad-nilgiri-dated: Dated: 22.12.2022 — [1378, 1824, 1462, 1835]
ad-ganjam-letter: Letter No.2523 / NAC, Date: 22.12.2022 — [830, 933, 1014, 944]
ad-bonai-dt: Dt. 22.12.2022 — [1026, 1385, 1092, 1396]
ad-water-table: 1 Name of the Work Canal Embankment for the year 2022-23 2 Total No. of Package 26 Nos 3 Tende Cost Rs.6.73 lakhs to 16.93 Lakhs as per DTCN 4 Bid Security Only the Bid security declaration as per the tender schedule to be furnished in-stead of EMD/ Bid Security 5 Cost of Tender Paper (Online) Rs.4000/- to 6000/- as per DTCN 6 Period of Completion 2 Calendar Months 7 Availability of Tender online for bidding From 26.12.2022 at 12.00 Noon to 05.01.2023 upto 5.30 P.M. 8 Date and Place of Opening On 06.01.2023 at 11.00 AM in the office of the Executive Engineer, Keonjhar Irrigation Division, Keonjhar 9 Tender Inviting Authority Executive Engineer, Keonjhar Irrigation Division, Keonjhar — [382, 482, 730, 650]
ad-sambalpur-sign: Sd/- District Project Coordinator — [939, 2067, 1092, 2078]
ad-dhenkanal-table: 1. Name of the Work 1. Construction of Boundary Wall (Forester Quarter, Forest Guard Quarter & Range Office Building) under Mahabirod, K. Nagar West, Hindol, K. Nagar East & Dhenkanal Ranges of Dhenkanal Forest Division. 2. Fencing of Open Well T-Pillar (All Section/Beat) under K. Nagar West, Kapilash, Mahabirod & Sadangi Ranges of Dhenkanal Forest Division. 2. Estimate Cost Rs.2,16.104/- to Rs.17,77,669/- (Approximate) 3. Period of Completion 2 Months 15 days 4. Date & time of availability of the Bid document in the portal 10.00 A.M. of 23.12.2022 to 5.00 P.M. of 06.01.2023 5. Last date/time of receipt of the bid in portal 06.01.2023 upto 5.00 P.M. 6. Date & time of opening 07.01.2023 at 11.00 A.M. 7. Name and Address of the Office Office of the Divisional Forest Officer, Dhenkanal Division, Dhenkanal — [1116, 1416, 1462, 1648]
ad-obcc-heading: NOTICE INVITING TENDER — [471, 1353, 600, 1364]
ad-gwd-sign2: GWD Division, Cuttack — [251, 2124, 360, 2135]
left-headline: ଏଟିଏମ୍ ଭାଙ୍ଗି ଟଙ୍କା ନେଇଗଲେ — [8, 114, 300, 154]
ad-dhenkanal-sign2: Dhenkanal Division — [1369, 1691, 1462, 1702]
ad-water-title4: BID IDENTIFICATION No.KID 02 OF 2022-23 — [432, 464, 680, 478]
ad-bargarh-sign: Sd/-Chief District Medical & — [599, 2117, 730, 2128]
ad-obcc-nit: No.9213 — [382, 1340, 421, 1351]
